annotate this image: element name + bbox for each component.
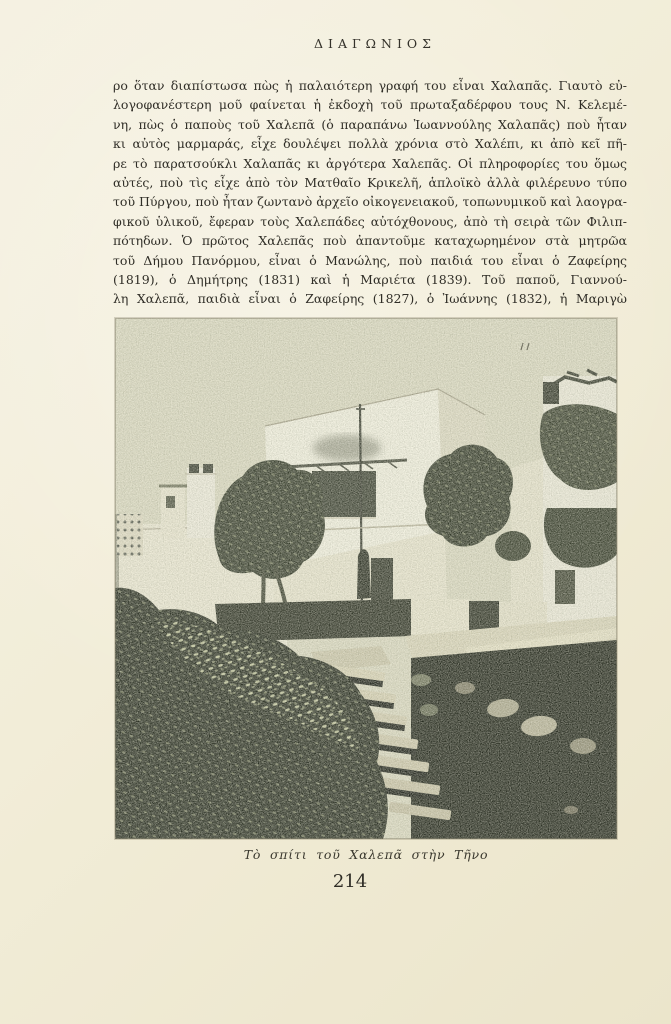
body-paragraph	[113, 76, 627, 309]
body-line: αὐτές, ποὺ τὶς εἶχε ἀπὸ τὸν Ματθαῖο Κρικελῆ, ἁπλοϊκὸ ἀλλὰ φιλέρευνο τύπο	[113, 175, 627, 191]
photo-chalepas-house	[115, 318, 617, 839]
body-line: λογοφανέστερη μοῦ φαίνεται ἡ ἐκδοχὴ τοῦ πρωταξαδέρφου τους Ν. Κελεμέ-	[113, 97, 627, 113]
body-line: τοῦ Δήμου Πανόρμου, εἶναι ὁ Μανώλης, ποὺ παιδιά του εἶναι ὁ Ζαφείρης	[113, 252, 627, 268]
body-line: ρε τὸ παρατσούκλι Χαλαπᾶς κι ἀργότερα Χαλεπᾶς. Οἱ πληροφορίες του ὅμως	[113, 155, 627, 171]
photo-illustration	[115, 318, 617, 839]
body-line: λη Χαλεπᾶ, παιδιὰ εἶναι ὁ Ζαφείρης (1827), ὁ Ἰωάννης (1832), ἡ Μαριγὼ	[113, 291, 627, 307]
body-line: κι αὐτὸς μαρμαράς, εἶχε δουλέψει πολλὰ χρόνια στὸ Χαλέπι, κι ἀπὸ κεῖ πῆ-	[113, 136, 627, 152]
body-line: νη, πὼς ὁ παποὺς τοῦ Χαλεπᾶ (ὁ παραπάνω Ἰωαννούλης Χαλαπᾶς) ποὺ ἦταν	[113, 116, 627, 132]
body-line: τοῦ Πύργου, ποὺ ἦταν ζωντανὸ ἀρχεῖο οἰκογενειακοῦ, τοπωνυμικοῦ καὶ λαογρα-	[113, 194, 627, 210]
body-line: φικοῦ ὑλικοῦ, ἔφεραν τοὺς Χαλεπάδες αὐτόχθονους, ἀπὸ τὴ σειρὰ τῶν Φιλιπ-	[113, 213, 627, 229]
photo-caption: Τὸ σπίτι τοῦ Χαλεπᾶ στὴν Τῆνο	[243, 847, 489, 862]
body-line: (1819), ὁ Δημήτρης (1831) καὶ ἡ Μαριέτα (1839). Τοῦ παποῦ, Γιαννού-	[113, 272, 627, 288]
running-head: ΔΙΑΓΩΝΙΟΣ	[314, 36, 436, 51]
photo-grain-overlay	[115, 318, 617, 839]
body-line: πότηδων. Ὁ πρῶτος Χαλεπᾶς ποὺ ἀπαντοῦμε καταχωρημένον στὰ μητρῶα	[113, 233, 627, 249]
body-line: ρο ὅταν διαπίστωσα πὼς ἡ παλαιότερη γραφή του εἶναι Χαλαπᾶς. Γιαυτὸ εὐ-	[113, 78, 627, 93]
page-number: 214	[332, 871, 368, 892]
